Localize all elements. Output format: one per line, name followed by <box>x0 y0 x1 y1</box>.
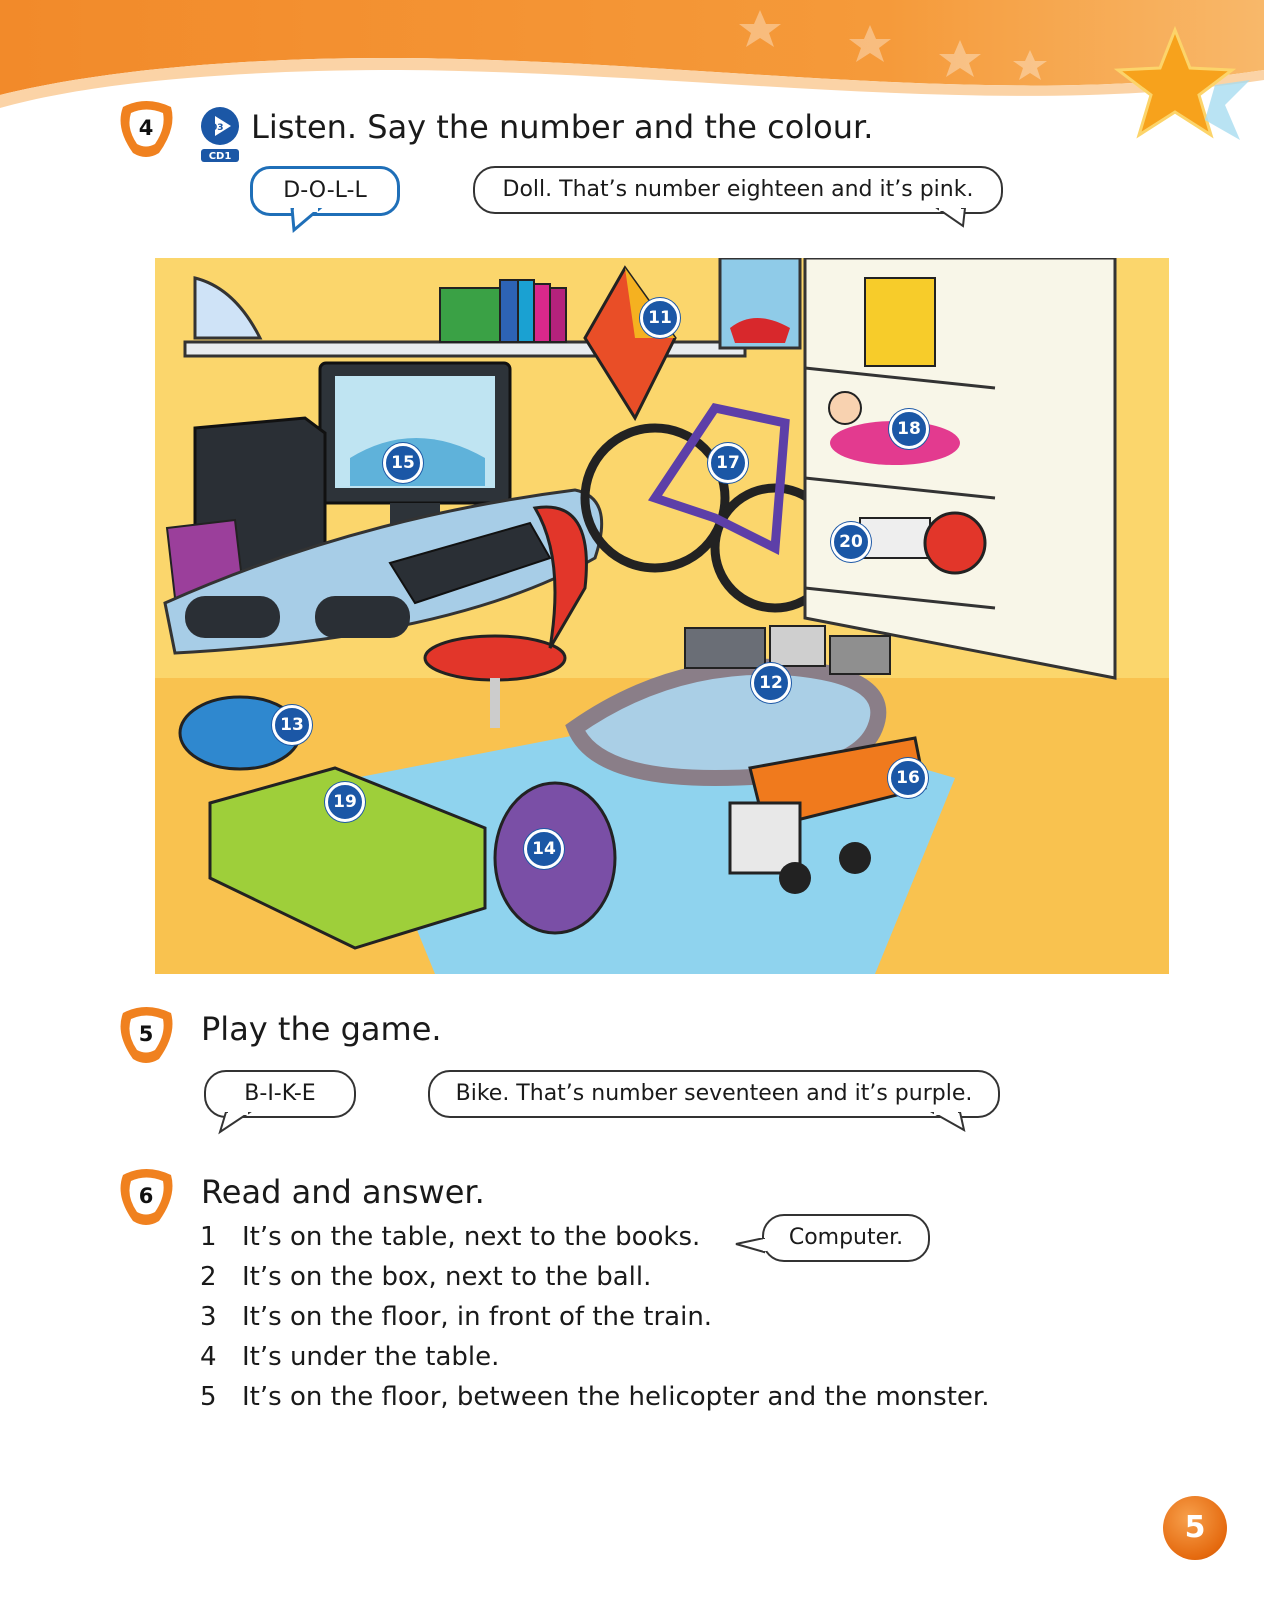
scene-marker-17: 17 <box>708 443 748 483</box>
scene-marker-20: 20 <box>831 522 871 562</box>
scene-marker-13: 13 <box>272 705 312 745</box>
spelling-bubble <box>204 1070 356 1118</box>
answer-bubble <box>428 1070 1000 1118</box>
exercise-instruction: Play the game. <box>201 1010 442 1048</box>
cd-audio-icon[interactable] <box>199 105 241 163</box>
question-text: It’s on the floor, in front of the train. <box>242 1302 713 1332</box>
spelling-text: B-I-K-E <box>244 1081 316 1106</box>
bubble-tail <box>290 208 330 234</box>
exercise-number: 4 <box>138 116 154 140</box>
question-text: It’s on the box, next to the ball. <box>242 1262 652 1292</box>
question-number: 5 <box>200 1382 217 1412</box>
answer-bubble <box>762 1214 930 1262</box>
question-number: 2 <box>200 1262 217 1292</box>
bedroom-illustration <box>155 258 1169 974</box>
answer-text: Bike. That’s number seventeen and it’s purple. <box>455 1081 973 1106</box>
answer-text: Doll. That’s number eighteen and it’s pink. <box>502 177 974 202</box>
exercise-number: 6 <box>138 1184 154 1208</box>
answer-bubble <box>473 166 1003 214</box>
page-number: 5 <box>1163 1496 1227 1560</box>
exercise-instruction: Listen. Say the number and the colour. <box>251 108 874 146</box>
exercise-number: 5 <box>138 1022 154 1046</box>
bubble-tail <box>216 1112 256 1138</box>
question-text: It’s on the table, next to the books. <box>242 1222 701 1252</box>
exercise-number-badge <box>115 1165 177 1227</box>
scene-marker-14: 14 <box>524 829 564 869</box>
spelling-text: D-O-L-L <box>283 178 367 203</box>
bubble-tail <box>734 1238 774 1264</box>
question-text: It’s on the floor, between the helicopter and the monster. <box>242 1382 990 1412</box>
scene-marker-12: 12 <box>751 663 791 703</box>
exercise-instruction: Read and answer. <box>201 1173 485 1211</box>
scene-marker-19: 19 <box>325 782 365 822</box>
scene-marker-15: 15 <box>383 443 423 483</box>
scene-marker-11: 11 <box>640 298 680 338</box>
scene-marker-16: 16 <box>888 758 928 798</box>
scene-marker-18: 18 <box>889 409 929 449</box>
question-number: 3 <box>200 1302 217 1332</box>
cd-track: 03 <box>211 123 224 133</box>
bubble-tail <box>930 1112 970 1138</box>
bedroom-drawing <box>155 258 1169 974</box>
exercise-number-badge <box>115 97 177 159</box>
bubble-tail <box>935 208 975 234</box>
question-number: 4 <box>200 1342 217 1372</box>
question-text: It’s under the table. <box>242 1342 500 1372</box>
answer-text: Computer. <box>788 1225 904 1250</box>
question-number: 1 <box>200 1222 217 1252</box>
exercise-number-badge <box>115 1003 177 1065</box>
cd-label: CD1 <box>208 151 232 162</box>
